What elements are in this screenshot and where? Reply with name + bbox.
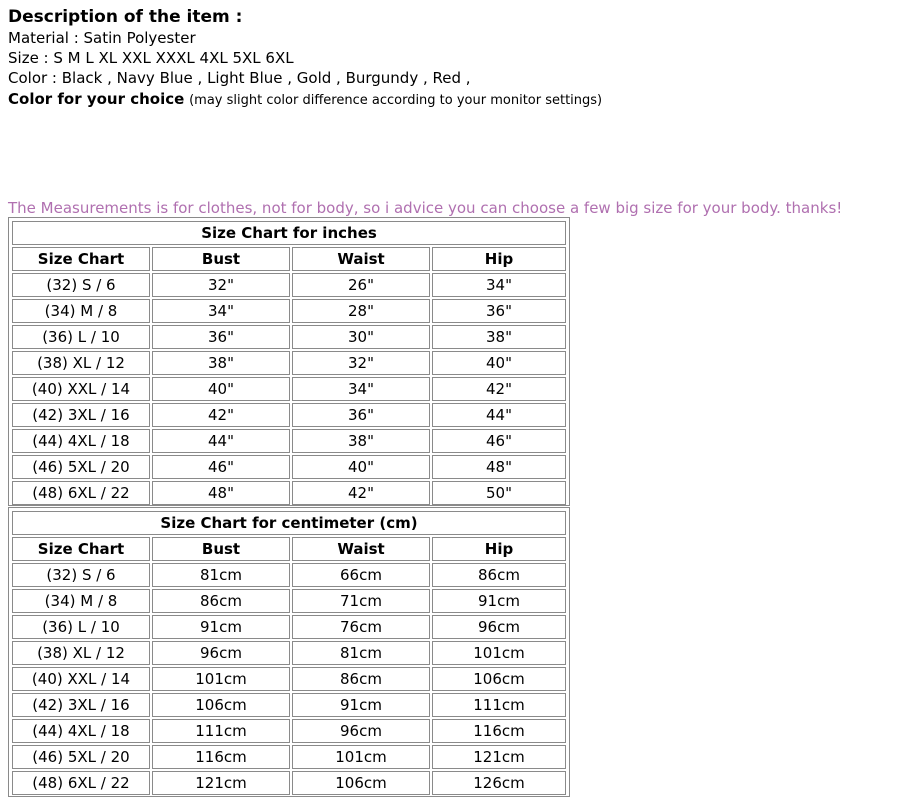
bust-cell: 106cm bbox=[152, 693, 290, 717]
size-cell: (34) M / 8 bbox=[12, 589, 150, 613]
column-header-size: Size Chart bbox=[12, 537, 150, 561]
size-cell: (46) 5XL / 20 bbox=[12, 745, 150, 769]
size-cell: (42) 3XL / 16 bbox=[12, 403, 150, 427]
size-cell: (42) 3XL / 16 bbox=[12, 693, 150, 717]
bust-cell: 116cm bbox=[152, 745, 290, 769]
waist-cell: 106cm bbox=[292, 771, 430, 795]
cm-chart-title: Size Chart for centimeter (cm) bbox=[12, 511, 566, 535]
waist-cell: 34" bbox=[292, 377, 430, 401]
color-choice-line bbox=[8, 88, 898, 110]
hip-cell: 40" bbox=[432, 351, 566, 375]
column-header-hip: Hip bbox=[432, 537, 566, 561]
table-row bbox=[12, 481, 566, 505]
bust-cell: 42" bbox=[152, 403, 290, 427]
table-row bbox=[12, 641, 566, 665]
material-line: Material : Satin Polyester bbox=[8, 29, 196, 47]
hip-cell: 101cm bbox=[432, 641, 566, 665]
column-header-bust: Bust bbox=[152, 247, 290, 271]
color-line: Color : Black , Navy Blue , Light Blue , Gold , Burgundy , Red , bbox=[8, 69, 471, 87]
hip-cell: 96cm bbox=[432, 615, 566, 639]
table-row bbox=[12, 325, 566, 349]
waist-cell: 81cm bbox=[292, 641, 430, 665]
size-cell: (44) 4XL / 18 bbox=[12, 719, 150, 743]
column-header-waist: Waist bbox=[292, 537, 430, 561]
waist-cell: 40" bbox=[292, 455, 430, 479]
bust-cell: 96cm bbox=[152, 641, 290, 665]
bust-cell: 36" bbox=[152, 325, 290, 349]
waist-cell: 26" bbox=[292, 273, 430, 297]
hip-cell: 111cm bbox=[432, 693, 566, 717]
hip-cell: 44" bbox=[432, 403, 566, 427]
bust-cell: 44" bbox=[152, 429, 290, 453]
cm-size-chart bbox=[8, 507, 570, 797]
table-row bbox=[12, 403, 566, 427]
size-cell: (32) S / 6 bbox=[12, 563, 150, 587]
bust-cell: 32" bbox=[152, 273, 290, 297]
table-row bbox=[12, 667, 566, 691]
column-header-hip: Hip bbox=[432, 247, 566, 271]
size-cell: (44) 4XL / 18 bbox=[12, 429, 150, 453]
table-row bbox=[12, 615, 566, 639]
waist-cell: 38" bbox=[292, 429, 430, 453]
hip-cell: 86cm bbox=[432, 563, 566, 587]
table-row bbox=[12, 693, 566, 717]
size-cell: (46) 5XL / 20 bbox=[12, 455, 150, 479]
hip-cell: 126cm bbox=[432, 771, 566, 795]
table-row bbox=[12, 719, 566, 743]
table-row bbox=[12, 429, 566, 453]
waist-cell: 96cm bbox=[292, 719, 430, 743]
waist-cell: 36" bbox=[292, 403, 430, 427]
hip-cell: 91cm bbox=[432, 589, 566, 613]
table-row bbox=[12, 377, 566, 401]
inches-size-chart bbox=[8, 217, 570, 506]
hip-cell: 42" bbox=[432, 377, 566, 401]
table-title-row bbox=[12, 511, 566, 535]
waist-cell: 30" bbox=[292, 325, 430, 349]
size-cell: (34) M / 8 bbox=[12, 299, 150, 323]
waist-cell: 101cm bbox=[292, 745, 430, 769]
bust-cell: 40" bbox=[152, 377, 290, 401]
inches-size-table bbox=[10, 219, 568, 507]
waist-cell: 76cm bbox=[292, 615, 430, 639]
table-row bbox=[12, 455, 566, 479]
bust-cell: 34" bbox=[152, 299, 290, 323]
bust-cell: 46" bbox=[152, 455, 290, 479]
color-choice-label: Color for your choice bbox=[8, 90, 185, 108]
column-header-bust: Bust bbox=[152, 537, 290, 561]
waist-cell: 32" bbox=[292, 351, 430, 375]
table-header-row bbox=[12, 247, 566, 271]
hip-cell: 121cm bbox=[432, 745, 566, 769]
size-cell: (36) L / 10 bbox=[12, 325, 150, 349]
table-row bbox=[12, 589, 566, 613]
description-heading: Description of the item : bbox=[8, 7, 243, 27]
table-row bbox=[12, 745, 566, 769]
table-header-row bbox=[12, 537, 566, 561]
waist-cell: 71cm bbox=[292, 589, 430, 613]
hip-cell: 34" bbox=[432, 273, 566, 297]
table-row bbox=[12, 771, 566, 795]
bust-cell: 81cm bbox=[152, 563, 290, 587]
bust-cell: 48" bbox=[152, 481, 290, 505]
bust-cell: 121cm bbox=[152, 771, 290, 795]
hip-cell: 36" bbox=[432, 299, 566, 323]
column-header-size: Size Chart bbox=[12, 247, 150, 271]
waist-cell: 86cm bbox=[292, 667, 430, 691]
measurement-notice: The Measurements is for clothes, not for body, so i advice you can choose a few big size for your body. thanks! bbox=[8, 199, 843, 217]
size-cell: (48) 6XL / 22 bbox=[12, 481, 150, 505]
bust-cell: 111cm bbox=[152, 719, 290, 743]
hip-cell: 38" bbox=[432, 325, 566, 349]
table-row bbox=[12, 351, 566, 375]
waist-cell: 91cm bbox=[292, 693, 430, 717]
waist-cell: 28" bbox=[292, 299, 430, 323]
column-header-waist: Waist bbox=[292, 247, 430, 271]
item-description bbox=[8, 6, 898, 110]
size-cell: (36) L / 10 bbox=[12, 615, 150, 639]
waist-cell: 66cm bbox=[292, 563, 430, 587]
hip-cell: 48" bbox=[432, 455, 566, 479]
size-cell: (48) 6XL / 22 bbox=[12, 771, 150, 795]
size-cell: (38) XL / 12 bbox=[12, 351, 150, 375]
waist-cell: 42" bbox=[292, 481, 430, 505]
cm-size-table bbox=[10, 509, 568, 797]
bust-cell: 38" bbox=[152, 351, 290, 375]
size-cell: (40) XXL / 14 bbox=[12, 667, 150, 691]
table-title-row bbox=[12, 221, 566, 245]
table-row bbox=[12, 563, 566, 587]
hip-cell: 106cm bbox=[432, 667, 566, 691]
table-row bbox=[12, 299, 566, 323]
bust-cell: 101cm bbox=[152, 667, 290, 691]
bust-cell: 86cm bbox=[152, 589, 290, 613]
size-cell: (32) S / 6 bbox=[12, 273, 150, 297]
color-choice-note: (may slight color difference according to your monitor settings) bbox=[189, 93, 603, 108]
table-row bbox=[12, 273, 566, 297]
hip-cell: 46" bbox=[432, 429, 566, 453]
size-cell: (38) XL / 12 bbox=[12, 641, 150, 665]
hip-cell: 116cm bbox=[432, 719, 566, 743]
inches-chart-title: Size Chart for inches bbox=[12, 221, 566, 245]
size-line: Size : S M L XL XXL XXXL 4XL 5XL 6XL bbox=[8, 49, 294, 67]
hip-cell: 50" bbox=[432, 481, 566, 505]
bust-cell: 91cm bbox=[152, 615, 290, 639]
size-cell: (40) XXL / 14 bbox=[12, 377, 150, 401]
